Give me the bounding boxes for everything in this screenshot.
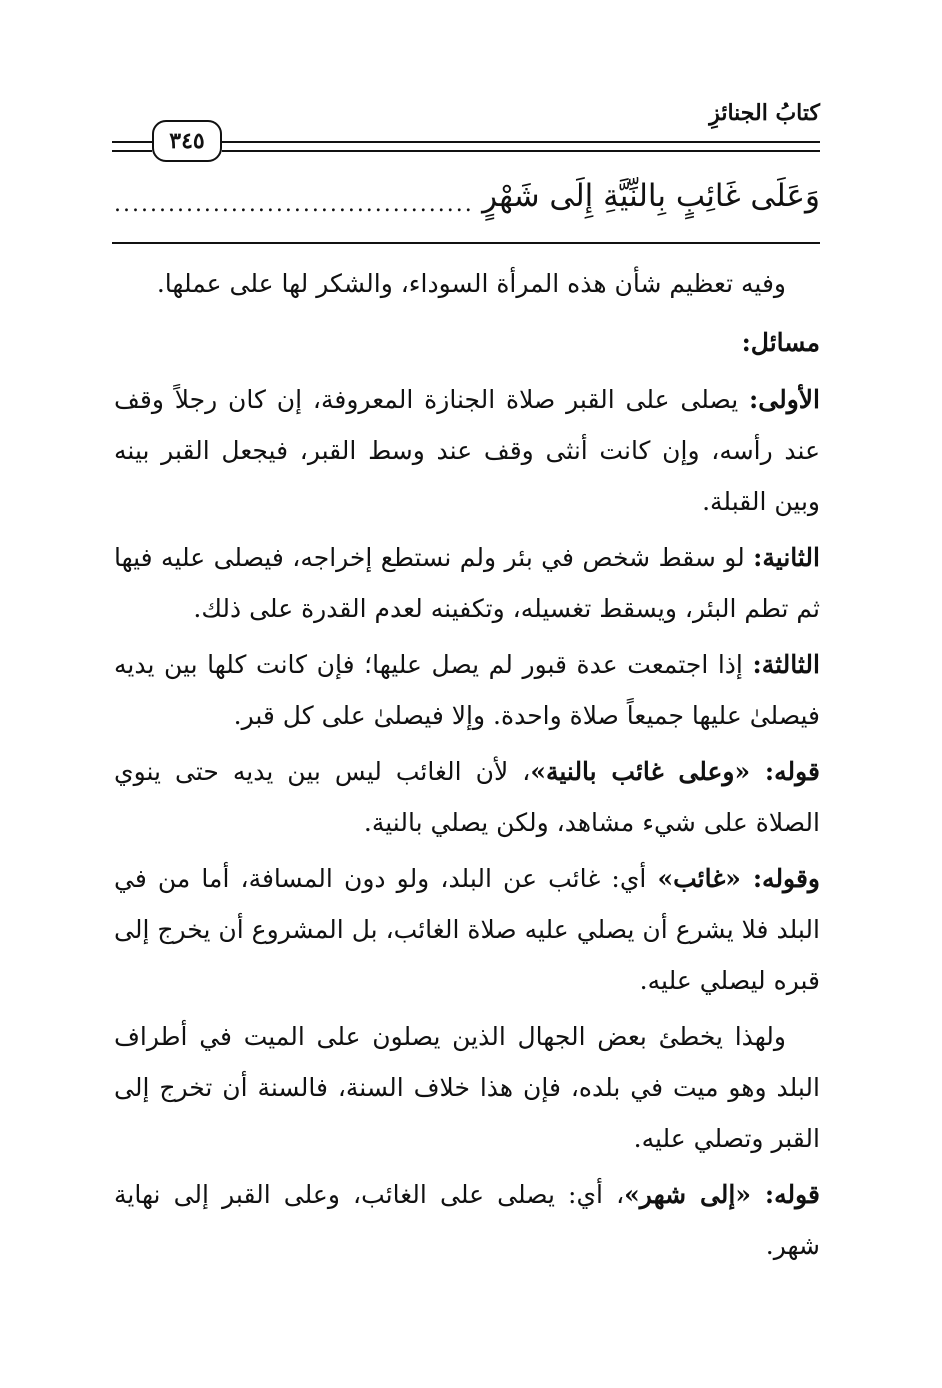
paragraph-1 (114, 258, 820, 309)
third-issue-text: إذا اجتمعت عدة قبور لم يصل عليها؛ فإن كانت كلها بين يديه فيصلىٰ عليها جميعاً صلاة واحدة. وإلا فيصلىٰ على كل قبر. (114, 650, 820, 730)
header-rule-left (112, 141, 152, 152)
matn-dots: ........................................ (114, 192, 474, 217)
header-rule-right (222, 141, 820, 152)
qawluhu-text-2: أي: غائب عن البلد، ولو دون المسافة، أما من في البلد فلا يشرع أن يصلي عليه صلاة الغائب، بل المشروع أن يخرج إلى قبره ليصلي عليه. (114, 864, 820, 995)
quote-niyyah: «وعلى غائب بالنية» (530, 757, 765, 786)
matn-text: وَعَلَى غَائِبٍ بِالنِّيَّةِ إِلَى شَهْرٍ (482, 178, 820, 214)
qawluhu-text-3: ، أي: يصلى على الغائب، وعلى القبر إلى نهاية شهر. (114, 1180, 820, 1260)
qawluhu-lead-2: وقوله: (752, 864, 820, 893)
chapter-title: كتابُ الجنائزِ (709, 100, 820, 126)
page-number-label: ٣٤٥ (169, 128, 205, 154)
paragraph-second-issue (114, 532, 820, 634)
paragraph-qawluhu-niyyah (114, 746, 820, 848)
paragraph-7 (114, 1011, 820, 1164)
paragraph-first-issue (114, 374, 820, 527)
third-issue-lead: الثالثة: (752, 650, 820, 679)
qawluhu-lead-3: قوله: (764, 1180, 820, 1209)
paragraph-7-text: ولهذا يخطئ بعض الجهال الذين يصلون على الميت في أطراف البلد وهو ميت في بلده، فإن هذا خلاف السنة، فالسنة أن تخرج إلى القبر وتصلي عليه. (114, 1022, 820, 1153)
paragraph-1-text: وفيه تعظيم شأن هذه المرأة السوداء، والشكر لها على عملها. (156, 269, 786, 298)
section-heading: مسائل: (741, 328, 820, 357)
page-number (152, 120, 222, 162)
paragraph-third-issue (114, 639, 820, 741)
quote-shahr: «إلى شهر» (624, 1180, 765, 1209)
matn-divider (112, 242, 820, 244)
second-issue-lead: الثانية: (753, 543, 820, 572)
quote-ghaib: «غائب» (657, 864, 753, 893)
paragraph-qawluhu-shahr (114, 1169, 820, 1271)
qawluhu-lead-1: قوله: (764, 757, 820, 786)
first-issue-lead: الأولى: (749, 385, 820, 414)
paragraph-qawluhu-ghaib (114, 853, 820, 1006)
second-issue-text: لو سقط شخص في بئر ولم نستطع إخراجه، فيصلى عليه فيها ثم تطم البئر، ويسقط تغسيله، وتكفينه لعدم القدرة على ذلك. (114, 543, 820, 623)
first-issue-text: يصلى على القبر صلاة الجنازة المعروفة، إن كان رجلاً وقف عند رأسه، وإن كانت أنثى وقف عند وسط القبر، فيجعل القبر بينه وبين القبلة. (114, 385, 820, 516)
qawluhu-text-1: ، لأن الغائب ليس بين يديه حتى ينوي الصلاة على شيء مشاهد، ولكن يصلي بالنية. (114, 757, 820, 837)
commentary-body (114, 258, 820, 1276)
